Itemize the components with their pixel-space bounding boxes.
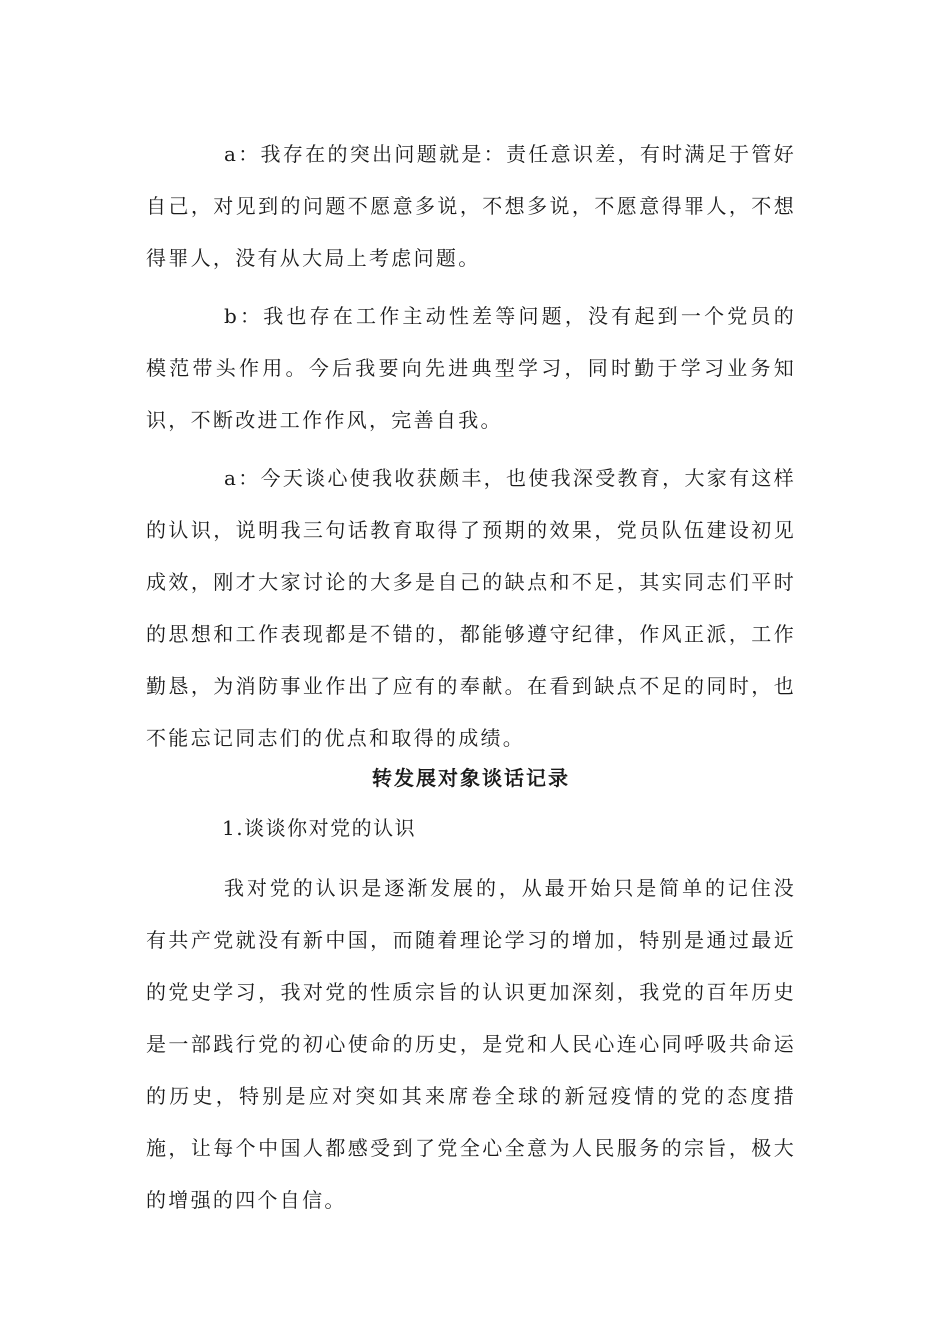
paragraph-b-problem: b：我也存在工作主动性差等问题，没有起到一个党员的模范带头作用。今后我要向先进典型学习，同时勤于学习业务知识，不断改进工作作风，完善自我。 xyxy=(146,304,796,432)
question-1: 1.谈谈你对党的认识 xyxy=(222,816,417,840)
top-paragraphs xyxy=(146,128,796,764)
answer-1-paragraph: 我对党的认识是逐渐发展的，从最开始只是简单的记住没有共产党就没有新中国，而随着理论学习的增加，特别是通过最近的党史学习，我对党的性质宗旨的认识更加深刻，我党的百年历史是一部践行党的初心使命的历史，是党和人民心连心同呼吸共命运的历史，特别是应对突如其来席卷全球的新冠疫情的党的态度措施，让每个中国人都感受到了党全心全意为人民服务的宗旨，极大的增强的四个自信。 xyxy=(146,876,796,1212)
answer-block xyxy=(146,862,796,1226)
paragraph-a-summary: a：今天谈心使我收获颇丰，也使我深受教育，大家有这样的认识，说明我三句话教育取得了预期的效果，党员队伍建设初见成效，刚才大家讨论的大多是自己的缺点和不足，其实同志们平时的思想和工作表现都是不错的，都能够遵守纪律，作风正派，工作勤恳，为消防事业作出了应有的奉献。在看到缺点不足的同时，也不能忘记同志们的优点和取得的成绩。 xyxy=(146,466,796,750)
section-title: 转发展对象谈话记录 xyxy=(372,766,570,790)
paragraph-a-problem: a：我存在的突出问题就是：责任意识差，有时满足于管好自己，对见到的问题不愿意多说，不想多说，不愿意得罪人，不想得罪人，没有从大局上考虑问题。 xyxy=(146,142,796,270)
